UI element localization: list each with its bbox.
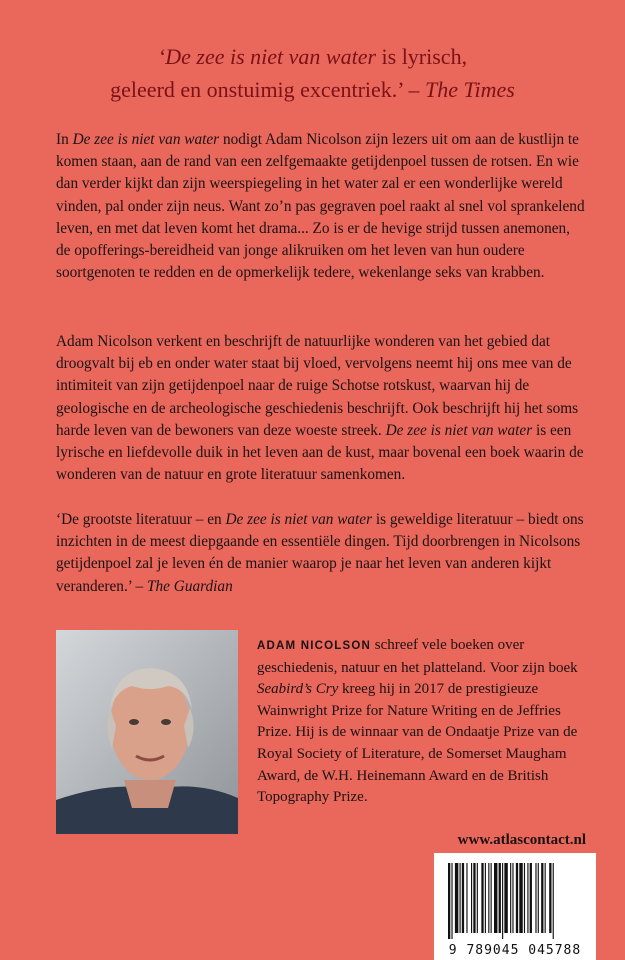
p3-text-1: ‘De grootste literatuur – en bbox=[56, 511, 226, 528]
barcode-bar bbox=[510, 863, 511, 933]
barcode-bar bbox=[541, 863, 543, 933]
barcode-bar bbox=[545, 863, 546, 933]
quote-line-1 bbox=[40, 40, 585, 73]
isbn-barcode bbox=[434, 853, 596, 960]
barcode-bar bbox=[516, 863, 518, 933]
barcode-bar bbox=[460, 863, 461, 933]
quote-source: The Times bbox=[424, 77, 515, 102]
author-photo bbox=[56, 630, 238, 834]
p3-text-2: is geweldige literatuur – biedt ons inzichten in de meest diepgaande en essentiële dingen. Tijd doorbrengen in Nicolsons getijdenpoel zal je leven én de manier waarop je naar het leven van anderen kijkt veranderen.’ – bbox=[56, 511, 584, 595]
bio-text-2: kreeg hij in 2017 de prestigieuze Wainwright Prize for Nature Writing en de Jeffries Prize. Hij is de winnaar van de Ondaatje Prize van de Royal Society of Literature, de Somerset Maugham Award, de W.H. Heinemann Award en de British Topography Prize. bbox=[257, 681, 578, 806]
p3-source: The Guardian bbox=[147, 577, 233, 595]
barcode-bar bbox=[473, 863, 475, 933]
quote-line-1-rest: is lyrisch, bbox=[376, 44, 468, 69]
publisher-website[interactable]: www.atlascontact.nl bbox=[457, 832, 586, 848]
quote-line-2 bbox=[40, 73, 585, 106]
p3-book-title: De zee is niet van water bbox=[225, 511, 373, 528]
barcode-bars bbox=[448, 863, 582, 939]
barcode-bar bbox=[477, 863, 478, 933]
p1-book-title: De zee is niet van water bbox=[72, 131, 220, 148]
barcode-bar bbox=[471, 863, 472, 933]
author-bio bbox=[257, 635, 592, 809]
bio-book-title: Seabird’s Cry bbox=[257, 681, 339, 698]
p2-book-title: De zee is niet van water bbox=[385, 421, 533, 439]
barcode-bar bbox=[502, 863, 503, 939]
barcode-bar bbox=[494, 863, 497, 933]
barcode-bar bbox=[524, 863, 525, 933]
p2-text-1: Adam Nicolson verkent en beschrijft de natuurlijke wonderen van het gebied dat droogvalt bij eb en onder water staat bij vloed, vervolgens neemt hij ons mee van de intimiteit van zijn getijdenpoel naar de ruige Schotse rotskust, waarvan hij de geologische en de archeologische geschiedenis beschrijft. Ook beschrijft hij het soms harde leven van de bewoners van deze woeste streek. bbox=[56, 333, 579, 439]
isbn-number: 9 789045 045788 bbox=[448, 943, 582, 958]
barcode-bar bbox=[451, 863, 452, 939]
barcode-bar bbox=[527, 863, 528, 933]
p2-text-2: is een lyrische en liefdevolle duik in het leven aan de kust, maar bovenal een boek waarin de wonderen van de natuur en grote literatuur samenkomen. bbox=[56, 421, 584, 484]
barcode-bar bbox=[462, 863, 464, 933]
barcode-bar bbox=[488, 863, 489, 933]
barcode-bar bbox=[448, 863, 450, 939]
description-paragraph-2 bbox=[56, 331, 586, 486]
bio-text-1: schreef vele boeken over geschiedenis, natuur en het platteland. Voor zijn boek bbox=[257, 637, 578, 676]
review-quote-times bbox=[40, 40, 585, 106]
quote-line-2-text: geleerd en onstuimig excentriek.’ – bbox=[110, 77, 425, 102]
barcode-bar bbox=[499, 863, 501, 933]
barcode-bar bbox=[481, 863, 483, 933]
p1-text: nodigt Adam Nicolson zijn lezers uit om aan de kustlijn te komen staan, aan de rand van een zelfgemaakte getijdenpoel tussen de rotsen. En wie dan verder kijkt dan zijn weerspiegeling in het water zal er een wonderlijke wereld vinden, pal onder zijn neus. Want zo’n pas gegraven poel raakt al snel vol sprankelend leven, en met dat leven komt het drama... Zo is er de hevige strijd tussen anemonen, de opofferings-bereidheid van jonge alikruiken om het leven van hun oudere soortgenoten te redden en de opmerkelijk tedere, wekenlange seks van krabben. bbox=[56, 131, 585, 282]
barcode-bar bbox=[485, 863, 486, 933]
barcode-bar bbox=[466, 863, 467, 933]
barcode-bar bbox=[530, 863, 532, 933]
barcode-bar bbox=[512, 863, 513, 933]
barcode-bar bbox=[549, 863, 551, 933]
barcode-bar bbox=[504, 863, 507, 933]
quote-book-title: ‘De zee is niet van water bbox=[157, 44, 377, 69]
author-name: ADAM NICOLSON bbox=[257, 640, 371, 652]
barcode-bar bbox=[519, 863, 522, 933]
description-paragraph-1 bbox=[56, 129, 586, 284]
review-quote-guardian bbox=[56, 509, 586, 598]
barcode-bar bbox=[553, 863, 554, 939]
p1-in: In bbox=[56, 131, 73, 148]
barcode-bar bbox=[491, 863, 492, 933]
author-portrait-image bbox=[56, 630, 238, 834]
barcode-bar bbox=[538, 863, 539, 933]
barcode-bar bbox=[535, 863, 536, 933]
barcode-bar bbox=[455, 863, 458, 933]
